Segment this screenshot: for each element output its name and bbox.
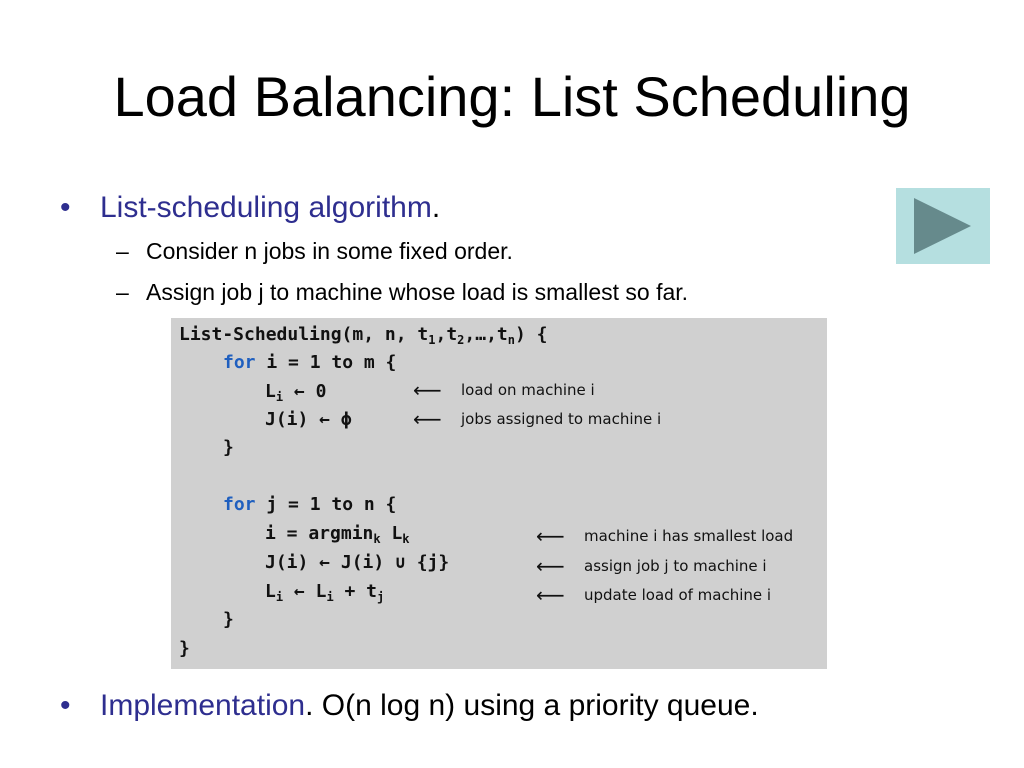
left-arrow-icon: ⟵ <box>413 378 442 402</box>
code-block <box>171 318 827 669</box>
code-comment: load on machine i <box>461 381 595 399</box>
code-comment: assign job j to machine i <box>584 557 767 575</box>
code-jobs-init: J(i) ← ϕ <box>265 409 352 430</box>
bullet-list-scheduling <box>60 190 440 226</box>
code-argmin: i = argmin$_k$ $L_k$ <box>265 523 410 546</box>
left-arrow-icon: ⟵ <box>413 407 442 431</box>
bullet-label: List-scheduling algorithm <box>100 191 432 224</box>
code-load-init: $L_i$ ← 0 <box>265 381 327 404</box>
code-comment: machine i has smallest load <box>584 527 794 545</box>
bullet-label: Implementation <box>100 689 306 722</box>
code-close-brace: } <box>179 638 190 659</box>
bullet-marker: • <box>60 191 71 224</box>
code-close-brace: } <box>223 609 234 630</box>
code-for-jobs: for j = 1 to n { <box>223 494 397 515</box>
play-icon <box>896 188 990 264</box>
left-arrow-icon: ⟵ <box>536 583 565 607</box>
subbullet-consider <box>116 237 513 265</box>
left-arrow-icon: ⟵ <box>536 524 565 548</box>
left-arrow-icon: ⟵ <box>536 554 565 578</box>
subbullet-marker: – <box>116 238 129 264</box>
code-signature: List-Scheduling(m, n, $t_1,t_2,\dots,t_n$) { <box>179 324 548 347</box>
bullet-implementation <box>60 688 759 724</box>
subbullet-marker: – <box>116 279 129 305</box>
subbullet-text: Assign job j to machine whose load is smallest so far. <box>146 279 689 305</box>
code-close-brace: } <box>223 437 234 458</box>
code-assign-job: J(i) ← J(i) ∪ {j} <box>265 552 450 573</box>
code-for-machines: for i = 1 to m { <box>223 352 397 373</box>
code-comment: jobs assigned to machine i <box>461 410 662 428</box>
slide-title: Load Balancing: List Scheduling <box>113 65 911 128</box>
bullet-marker: • <box>60 689 71 722</box>
subbullet-assign <box>116 278 688 306</box>
subbullet-text: Consider n jobs in some fixed order. <box>146 238 513 264</box>
play-button[interactable] <box>896 188 990 264</box>
code-update-load: $L_i$ ← $L_i + t_j$ <box>265 581 385 604</box>
code-comment: update load of machine i <box>584 586 772 604</box>
bullet-tail: . <box>431 191 441 224</box>
bullet-tail: . O(n log n) using a priority queue. <box>305 689 759 722</box>
